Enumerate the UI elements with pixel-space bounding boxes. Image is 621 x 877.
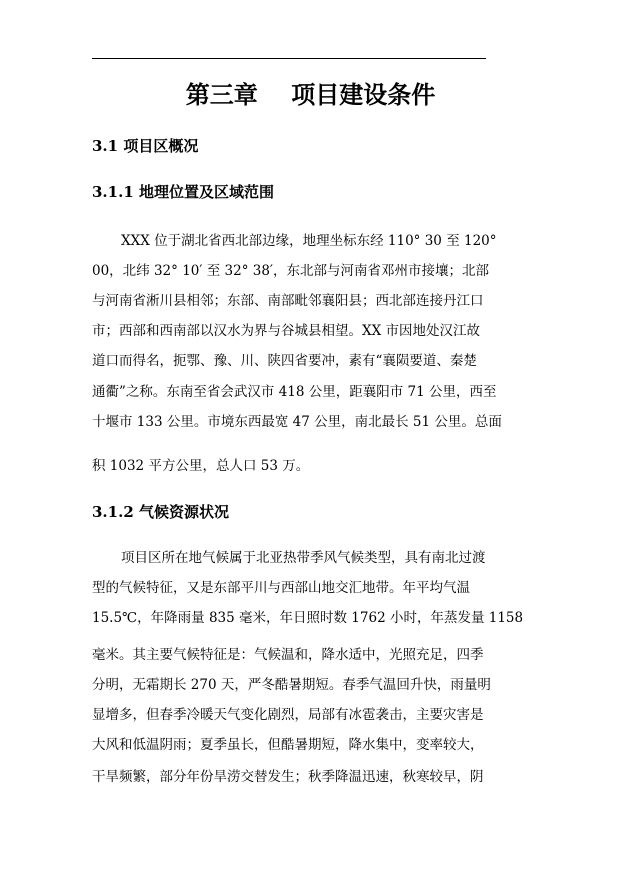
header-rule bbox=[92, 58, 486, 59]
paragraph-line: 项目区所在地气候属于北亚热带季风气候类型，具有南北过渡 bbox=[121, 550, 486, 566]
section-heading-3-1-1: 3.1.1 地理位置及区域范围 bbox=[92, 183, 274, 201]
paragraph-line: 干旱频繁，部分年份旱涝交替发生；秋季降温迅速，秋寒较早，阴 bbox=[92, 769, 484, 785]
chapter-title: 第三章 项目建设条件 bbox=[185, 80, 436, 109]
paragraph-line: 市；西部和西南部以汉水为界与谷城县相望。XX 市因地处汉江故 bbox=[92, 323, 481, 339]
section-heading-3-1: 3.1 项目区概况 bbox=[92, 137, 199, 155]
paragraph-line: 通衢”之称。东南至省会武汉市 418 公里，距襄阳市 71 公里，西至 bbox=[92, 384, 497, 400]
paragraph-line: 大风和低温阴雨；夏季虽长，但酷暑期短，降水集中，变率较大， bbox=[92, 737, 484, 753]
paragraph-line: 型的气候特征，又是东部平川与西部山地交汇地带。年平均气温 bbox=[92, 580, 470, 596]
paragraph-line: 分明，无霜期长 270 天，严冬酷暑期短。春季气温回升快，雨量明 bbox=[92, 677, 491, 693]
paragraph-line: 积 1032 平方公里，总人口 53 万。 bbox=[92, 458, 310, 474]
paragraph-line: 十堰市 133 公里。市境东西最宽 47 公里，南北最长 51 公里。总面 bbox=[92, 414, 502, 430]
paragraph-line: XXX 位于湖北省西北部边缘，地理坐标东经 110° 30 至 120° bbox=[121, 233, 497, 249]
paragraph-line: 00，北纬 32° 10′ 至 32° 38′，东北部与河南省邓州市接壤；北部 bbox=[92, 263, 489, 279]
paragraph-line: 道口而得名，扼鄂、豫、川、陕四省要冲，素有“襄陨要道、秦楚 bbox=[92, 353, 477, 369]
paragraph-line: 15.5℃，年降雨量 835 毫米，年日照时数 1762 小时，年蒸发量 1158 bbox=[92, 610, 524, 626]
paragraph-line: 毫米。其主要气候特征是：气候温和，降水适中，光照充足，四季 bbox=[92, 647, 484, 663]
section-heading-3-1-2: 3.1.2 气候资源状况 bbox=[92, 503, 229, 521]
paragraph-line: 与河南省淅川县相邻；东部、南部毗邻襄阳县；西北部连接丹江口 bbox=[92, 293, 484, 309]
paragraph-line: 显增多，但春季冷暖天气变化剧烈，局部有冰雹袭击，主要灾害是 bbox=[92, 707, 484, 723]
